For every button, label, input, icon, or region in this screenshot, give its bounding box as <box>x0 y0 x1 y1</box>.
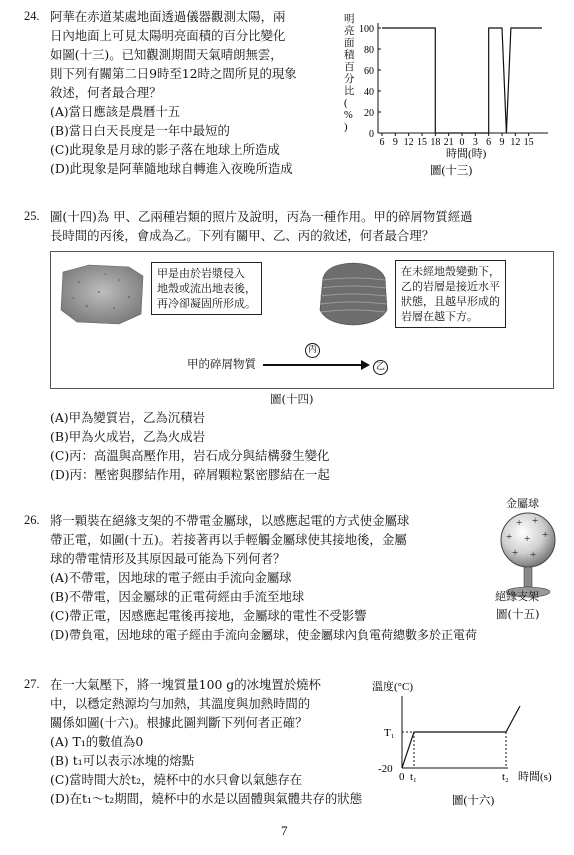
f13-ylabel-char: 面 <box>344 38 355 49</box>
f13-xtick-label: 21 <box>443 137 454 148</box>
box-b-line: 岩層在越下方。 <box>401 310 478 323</box>
insulating-stand-label: 絕緣支架 <box>495 590 539 603</box>
svg-text:+: + <box>516 517 523 529</box>
q24-line: 阿華在赤道某處地面透過儀器觀測太陽，兩 <box>50 9 286 24</box>
f13-xtick-label: 18 <box>430 137 441 148</box>
q24-line: 則下列有關第二日9時至12時之間所見的現象 <box>50 66 297 81</box>
q27-option-c[interactable]: (C)當時間大於t₂，燒杯中的水只會以氣態存在 <box>50 772 303 787</box>
f16-ymark-neg20: -20 <box>378 763 393 775</box>
f13-xtick-label: 9 <box>392 137 398 148</box>
f13-ytick-label: 0 <box>369 129 374 140</box>
f13-ylabel <box>344 13 356 133</box>
f13-ylabel-char: 明 <box>344 14 355 25</box>
q26-option-b[interactable]: (B)不帶電，因金屬球的正電荷經由手流至地球 <box>50 589 305 604</box>
q26-line: 球的帶電情形及其原因最可能為下列何者？ <box>50 551 286 566</box>
q25-line: 圖(十四)為 甲、乙兩種岩類的照片及說明，丙為一種作用。甲的碎屑物質經過 <box>50 209 473 224</box>
box-b-line: 狀態，且越早形成的 <box>401 295 500 308</box>
q24-option-c[interactable]: (C)此現象是月球的影子落在地球上所造成 <box>50 142 280 157</box>
q25-line: 長時間的丙後，會成為乙。下列有關甲、乙、丙的敘述，何者最合理？ <box>50 228 435 243</box>
box-b-line: 乙的岩層是接近水平 <box>401 280 500 293</box>
svg-text:+: + <box>524 533 531 545</box>
f13-ylabel-char: ( <box>344 98 348 109</box>
f13-ylabel-char: % <box>344 110 353 121</box>
f13-ylabel-char: 積 <box>344 50 355 61</box>
box-a-line: 甲是由於岩漿侵入 <box>157 267 245 280</box>
q26-line: 帶正電，如圖(十五)。若接著再以手輕觸金屬球使其接地後，金屬 <box>50 532 407 547</box>
q25-option-c[interactable]: (C)丙：高溫與高壓作用，岩石成分與結構發生變化 <box>50 448 330 463</box>
f13-ylabel-char: 百 <box>344 62 355 73</box>
q25-number: 25. <box>24 209 40 223</box>
f16-xlabel: 時間(s) <box>518 771 552 783</box>
q24-option-b[interactable]: (B)當日白天長度是一年中最短的 <box>50 123 230 138</box>
f13-xtick-label: 12 <box>403 137 414 148</box>
q25-option-a[interactable]: (A)甲為變質岩，乙為沉積岩 <box>50 410 205 425</box>
rock-a-image <box>59 262 145 326</box>
f13-ytick-label: 40 <box>364 87 374 98</box>
f13-xlabel: 時間(時) <box>446 148 487 160</box>
q27-option-b[interactable]: (B) t₁可以表示冰塊的熔點 <box>50 753 195 768</box>
f13-xtick-label: 6 <box>486 137 492 148</box>
f16-series-line <box>402 706 520 768</box>
f13-ylabel-char: 分 <box>344 74 355 85</box>
f13-xtick-label: 6 <box>379 137 385 148</box>
f16-ymark-t1: T₁ <box>384 727 395 739</box>
q27-line: 關係如圖(十六)。根據此圖判斷下列何者正確？ <box>50 715 308 730</box>
q25-option-d[interactable]: (D)丙：壓密與膠結作用，碎屑顆粒緊密膠結在一起 <box>50 467 330 482</box>
f13-xtick-label: 12 <box>510 137 521 148</box>
f13-series-line <box>382 28 542 133</box>
box-a-line: 地殼或流出地表後， <box>157 282 256 295</box>
f13-ylabel-char: ) <box>344 122 348 133</box>
flow-left-label: 甲的碎屑物質 <box>187 357 256 371</box>
insulating-stand-icon <box>524 567 532 587</box>
f13-ylabel-char: 亮 <box>344 26 355 37</box>
q24-option-d[interactable]: (D)此現象是阿華隨地球自轉進入夜晚所造成 <box>50 161 293 176</box>
f13-ytick-label: 20 <box>364 108 374 119</box>
svg-text:+: + <box>506 531 513 543</box>
figure-14-caption: 圖(十四) <box>270 392 314 406</box>
q27-option-d[interactable]: (D)在t₁～t₂期間，燒杯中的水是以固體與氣體共存的狀態 <box>50 791 363 806</box>
f13-xtick-label: 9 <box>499 137 505 148</box>
box-a-line: 再冷卻凝固所形成。 <box>157 297 256 310</box>
svg-text:+: + <box>512 547 519 559</box>
f16-ylabel: 溫度(°C) <box>372 681 414 693</box>
f16-xmark-t1: t₁ <box>410 771 417 783</box>
q25-option-b[interactable]: (B)甲為火成岩，乙為火成岩 <box>50 429 206 444</box>
svg-text:+: + <box>530 549 537 561</box>
rock-a-description <box>151 262 262 315</box>
q26-option-c[interactable]: (C)帶正電，因感應起電後再接地，金屬球的電性不受影響 <box>50 608 367 623</box>
q24-line: 敘述，何者最合理？ <box>50 85 162 100</box>
f13-xtick-label: 0 <box>459 137 465 148</box>
figure-14 <box>50 251 554 389</box>
f13-xticks <box>380 133 534 148</box>
q27-line: 中，以穩定熱源均勻加熱，其溫度與加熱時間的 <box>50 696 311 711</box>
box-b-line: 在未經地殼變動下， <box>401 265 500 278</box>
svg-text:+: + <box>532 515 539 527</box>
arrow-right-icon <box>263 364 363 366</box>
q24-line: 日內地面上可見太陽明亮面積的百分比變化 <box>50 28 286 43</box>
q26-option-d[interactable]: (D)帶負電，因地球的電子經由手流向金屬球，使金屬球內負電荷總數多於正電荷 <box>50 628 477 642</box>
f13-xtick-label: 3 <box>472 137 478 148</box>
f13-xtick-label: 15 <box>417 137 427 148</box>
f13-caption: 圖(十三) <box>430 165 473 177</box>
f13-ytick-label: 80 <box>364 45 374 56</box>
figure-15-caption: 圖(十五) <box>496 607 540 621</box>
f16-caption: 圖(十六) <box>452 795 495 807</box>
flow-mid-label: 丙 <box>305 340 320 359</box>
f13-ytick-label: 100 <box>359 24 374 35</box>
q24-option-a[interactable]: (A)當日應該是農曆十五 <box>50 104 181 119</box>
f13-xtick-label: 15 <box>523 137 534 148</box>
f16-xmark-0: 0 <box>399 771 405 783</box>
rock-b-image <box>317 260 389 328</box>
page-number: 7 <box>281 823 288 838</box>
q24-number: 24. <box>24 9 40 23</box>
f13-ylabel-char: 比 <box>344 86 355 97</box>
flow-right-label: 乙 <box>373 357 388 376</box>
f13-ytick-label: 60 <box>364 66 374 77</box>
arrow-head-icon <box>361 360 370 370</box>
metal-ball-label: 金屬球 <box>506 497 539 510</box>
q27-line: 在一大氣壓下，將一塊質量100 g的冰塊置於燒杯 <box>50 677 321 692</box>
rock-b-description <box>395 260 506 328</box>
q24-line: 如圖(十三)。已知觀測期間天氣晴朗無雲， <box>50 47 283 62</box>
q26-number: 26. <box>24 513 40 527</box>
figure-13-chart <box>338 8 560 180</box>
q26-option-a[interactable]: (A)不帶電，因地球的電子經由手流向金屬球 <box>50 570 292 585</box>
q27-option-a[interactable]: (A) T₁的數值為0 <box>50 734 144 749</box>
svg-text:+: + <box>542 529 549 541</box>
figure-16-chart <box>368 676 568 810</box>
f16-xmark-t2: t₂ <box>502 771 509 783</box>
q27-number: 27. <box>24 677 40 691</box>
q26-line: 將一顆裝在絕緣支架的不帶電金屬球，以感應起電的方式使金屬球 <box>50 513 410 528</box>
